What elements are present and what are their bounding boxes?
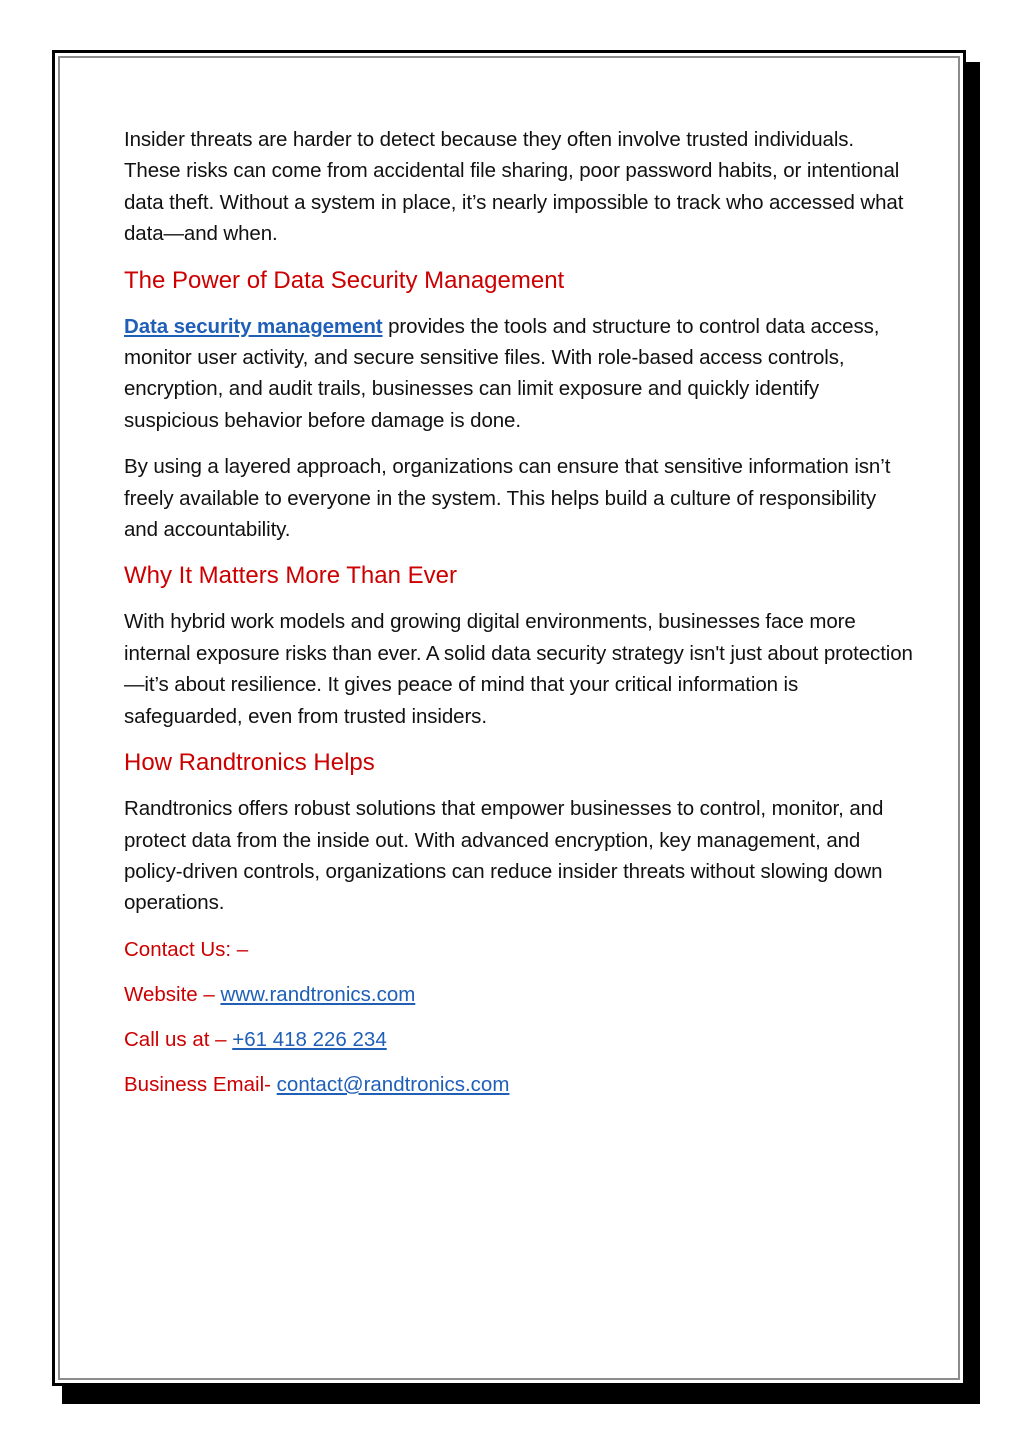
email-line [124,1069,914,1100]
website-link[interactable]: www.randtronics.com [220,982,416,1006]
phone-label: Call us at – [124,1027,233,1051]
why-paragraph: With hybrid work models and growing digital environments, businesses face more internal exposure risks than ever. A solid data security strategy isn't just about protection—it’s about resilience. It gives peace of mind that your critical information is safeguarded, even from trusted insiders. [124,610,913,728]
contact-us-title: Contact Us: – [124,937,249,961]
power-paragraph-2: By using a layered approach, organizations can ensure that sensitive information isn’t freely available to everyone in the system. This helps build a culture of responsibility and accountability. [124,455,891,542]
email-link[interactable]: contact@randtronics.com [276,1072,510,1096]
power-paragraph-1-text: provides the tools and structure to control data access, monitor user activity, and secure sensitive files. With role-based access controls, encryption, and audit trails, businesses can limit exposure and quickly identify suspicious behavior before damage is done. [124,314,880,432]
document-content [124,124,914,1114]
website-line [124,979,914,1010]
data-security-management-link[interactable]: Data security management [124,314,383,338]
how-paragraph: Randtronics offers robust solutions that empower businesses to control, monitor, and protect data from the inside out. With advanced encryption, key management, and policy-driven controls, organizations can reduce insider threats without slowing down operations. [124,797,884,915]
heading-why-it-matters: Why It Matters More Than Ever [124,562,457,590]
heading-how-randtronics-helps: How Randtronics Helps [124,749,375,777]
phone-link[interactable]: +61 418 226 234 [232,1027,387,1051]
power-paragraph-1 [124,311,914,437]
intro-paragraph: Insider threats are harder to detect because they often involve trusted individuals. These risks can come from accidental file sharing, poor password habits, or intentional data theft. Without a system in place, it’s nearly impossible to track who accessed what data—and when. [124,128,904,246]
website-label: Website – [124,982,221,1006]
email-label: Business Email- [124,1072,277,1096]
phone-line [124,1024,914,1055]
heading-power-of-data-security: The Power of Data Security Management [124,266,565,294]
